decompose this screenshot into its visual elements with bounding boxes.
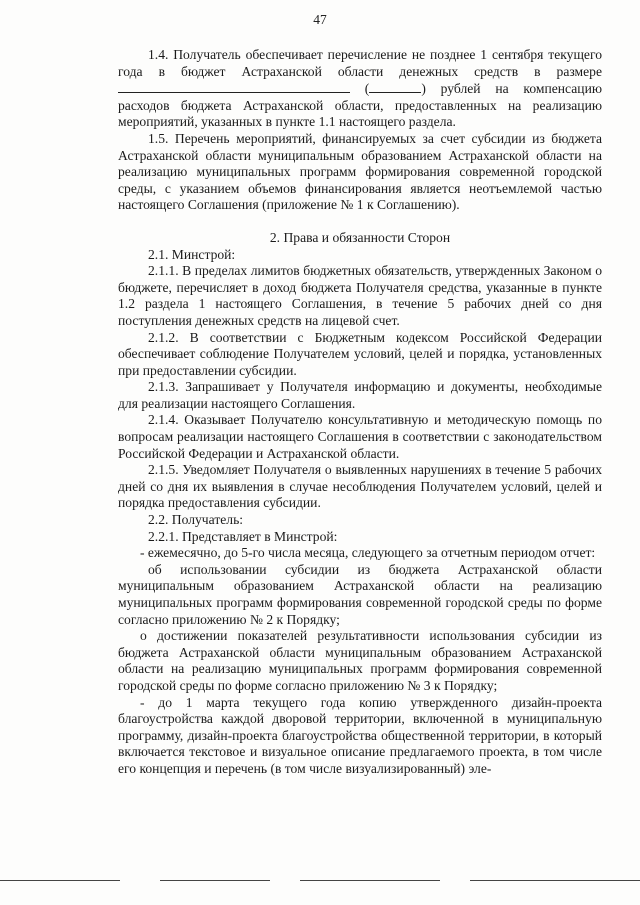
scan-edge-line	[0, 880, 120, 881]
report-usage-item: об использовании субсидии из бюджета Астраханской области муниципальным образованием Астраханской области на реализацию муниципальных программ формирования современной городской среды по форме согласно приложению № 2 к Порядку;	[118, 561, 602, 627]
paragraph-1-4-text-c: ) рублей на компенсацию расходов бюджета Астраханской области, предоставленных на реализацию мероприятий, указанных в пункте 1.1 настоящего раздела.	[118, 81, 602, 130]
paragraph-2-2-1: 2.2.1. Представляет в Минстрой:	[148, 528, 338, 544]
paragraph-2-1-4: 2.1.4. Оказывает Получателю консультативную и методическую помощь по вопросам реализации настоящего Соглашения в соответствии с законодательством Российской Федерации и Астраханской области.	[118, 412, 602, 461]
section-heading: 2. Права и обязанности Сторон	[269, 229, 451, 245]
list-item-design-project: - до 1 марта текущего года копию утвержденного дизайн-проекта благоустройства каждой дворовой территории, включенной в муниципальную программу, дизайн-проекта благоустройства общественной территории, в который включается текстовое и визуальное описание предлагаемого проекта, в том числе его концепция и перечень (в том числе визуализированный) эле-	[118, 694, 602, 776]
report-indicators-item: о достижении показателей результативности использования субсидии из бюджета Астраханской области муниципальным образованием Астраханской области на реализацию муниципальных программ формирования современной городской среды по форме согласно приложению № 3 к Порядку;	[118, 628, 602, 693]
paragraph-2-1-1: 2.1.1. В пределах лимитов бюджетных обязательств, утвержденных Законом о бюджете, перечисляет в доход бюджета Получателя средства, указанные в пункте 1.2 раздела 1 настоящего Соглашения, в течение 5 рабочих дней со дня поступления денежных средств на лицевой счет.	[118, 263, 602, 328]
paragraph-1-4	[118, 47, 602, 131]
scan-edge-line	[300, 880, 440, 881]
paragraph-1-4-text-b: (	[364, 81, 370, 97]
paragraph-2-1-5: 2.1.5. Уведомляет Получателя о выявленных нарушениях в течение 5 рабочих дней со дня их выявления в случае несоблюдения Получателем условий, целей и порядка предоставления субсидии.	[118, 462, 602, 511]
paragraph-2-1-3: 2.1.3. Запрашивает у Получателя информацию и документы, необходимые для реализации настоящего Соглашения.	[118, 379, 602, 411]
amount-blank	[118, 80, 350, 93]
paragraph-1-5: 1.5. Перечень мероприятий, финансируемых за счет субсидии из бюджета Астраханской области муниципальным образованием Астраханской области на реализацию муниципальных программ формирования современной городской среды, с указанием объемов финансирования является неотъемлемой частью настоящего Соглашения (приложение № 1 к Соглашению).	[118, 130, 602, 213]
page-number: 47	[313, 12, 327, 27]
amount-words-blank	[369, 80, 421, 93]
scan-edge-line	[160, 880, 270, 881]
document-body	[118, 47, 602, 778]
scan-edge-line	[470, 880, 640, 881]
paragraph-2-1-2: 2.1.2. В соответствии с Бюджетным кодексом Российской Федерации обеспечивает соблюдение Получателем условий, целей и порядка, установленных при предоставлении субсидии.	[118, 329, 602, 378]
paragraph-1-4-text-a: 1.4. Получатель обеспечивает перечисление не позднее 1 сентября текущего года в бюджет Астраханской области денежных средств в размере	[118, 47, 602, 79]
paragraph-2-1: 2.1. Минстрой:	[148, 246, 236, 262]
paragraph-2-2: 2.2. Получатель:	[148, 512, 244, 528]
list-item-monthly-report: - ежемесячно, до 5-го числа месяца, следующего за отчетным периодом отчет:	[140, 545, 596, 561]
